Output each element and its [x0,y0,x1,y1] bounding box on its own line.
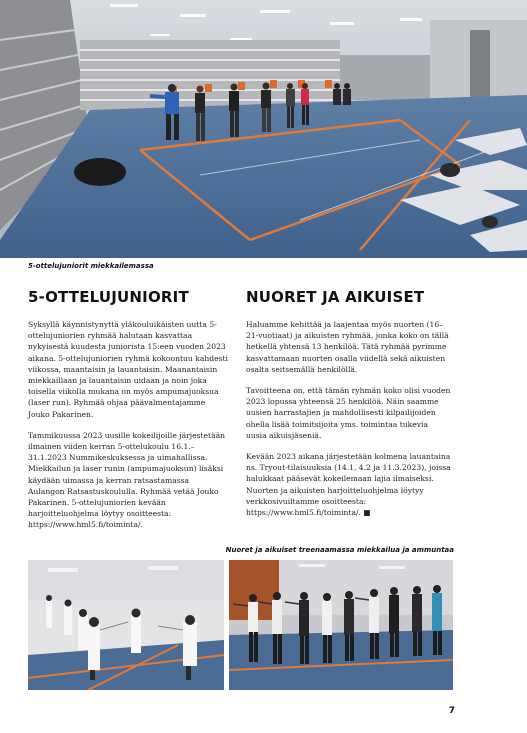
body-paragraph: Kevään 2023 aikana järjestetään kolmena lauantaina ns. Tryout-tilaisuuksia (14.1, 4.2 ja 11.3.2023), joissa halukkaat pääsevät kokeilemaan lajia ilmaiseksi. Nuorten ja aikuisten harjoitteluohjelma löytyy verkkosivuiltamme osoitteesta: https://www.hml5.fi/toiminta/. ■ [246,452,451,518]
section-heading-adults: NUORET JA AIKUISET [246,288,425,306]
body-paragraph: Haluamme kehittää ja laajentaa myös nuorten (16–21-vuotiaat) ja aikuisten ryhmää, jonka koko on tällä hetkellä yhtensä 13 henkilöä. Tätä ryhmää pyrimme kasvattamaan nuorten osalla viidellä sekä aikuisten osalta seitsemällä henkilöllä. [246,320,449,374]
body-paragraph: Tammikuussa 2023 uusille kokeilijoille järjestetään ilmainen viiden kerran 5-ottelukoulu 16.1.–31.1.2023 Nummikeskuksessa ja uimahallissa. Miekkailun ja laser runin (ampumajuoksun) lisäksi käydään uimassa ja kerran ratsastamassa Aulangon Ratsastuskoululla. Ryhmää vetää Jouko Pakarinen. 5-ottelujuniorien kevään harjoitteluohjelma löytyy osoitteesta: https://www.hml5.fi/toiminta/. [28,430,226,530]
shooting-photo [229,560,453,690]
adults-article [246,319,451,528]
page-number: 7 [448,706,455,716]
section-heading-juniors: 5-OTTELUJUNIORIT [28,288,189,306]
fencing-photo [28,560,224,690]
hero-caption: 5-ottelujuniorit miekkailemassa [28,262,154,270]
juniors-article [28,319,228,541]
hero-photo [0,0,527,258]
body-paragraph: Syksyllä käynnistynyttä yläkouluikäisten uutta 5-ottelujuniorien ryhmää halutaan kasvattaa nykyisestä kuudesta juniorista 15:een vuoden 2023 aikana. 5-ottelujuniorien ryhmä kokoontuu kahdesti viikossa, maantaisin ja lauantaisin. Maanantaisin miekkaillaan ja lauantaisin uidaan ja noin joka toisella viikolla mukana on myös ampumajuoksua (laser run). Ryhmää ohjaa päävalmentajamme Jouko Pakarinen. [28,320,228,419]
body-paragraph: Tavoitteena on, että tämän ryhmän koko olisi vuoden 2023 lopussa yhteensä 25 henkilöä. Näin saamme uusien harrastajien ja mahdollisesti kilpailijoiden ohella lisää toimitsijoita yms. toimintaa tukevia uusia aikuisjäseniä. [246,386,451,440]
bottom-caption: Nuoret ja aikuiset treenaamassa miekkailua ja ammuntaa [225,546,454,554]
